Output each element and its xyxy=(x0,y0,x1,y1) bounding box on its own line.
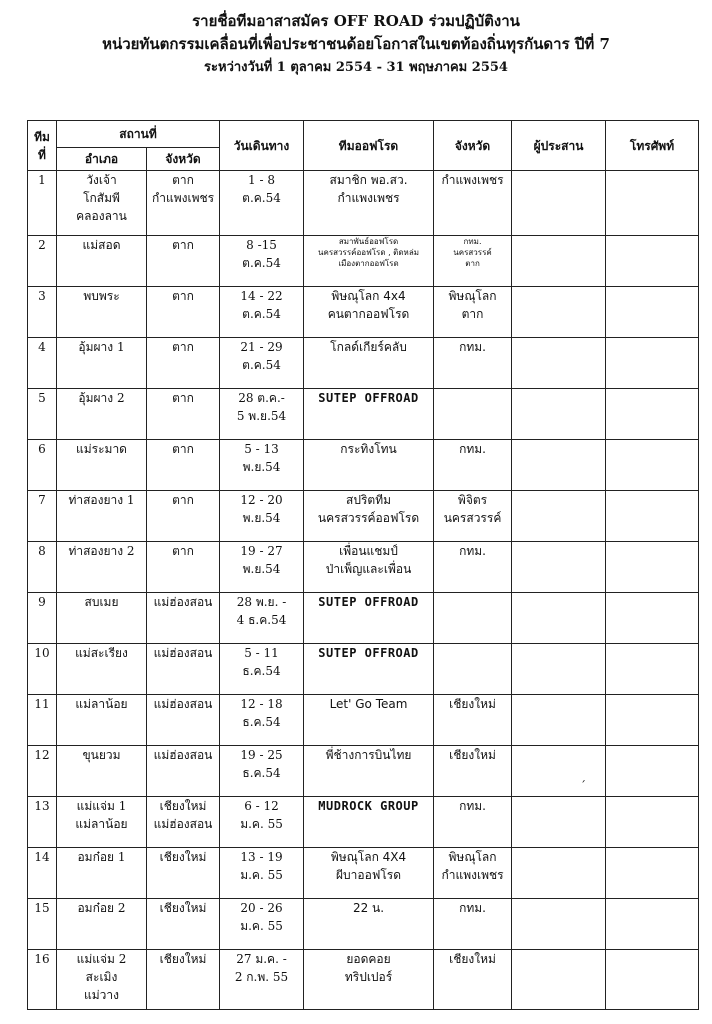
offroad-team-cell: เพื่อนแชมป์ ป่าเพ็ญและเพื่อน xyxy=(304,542,434,593)
coordinator-cell xyxy=(512,440,606,491)
team-number-cell: 2 xyxy=(28,236,57,287)
coordinator-cell xyxy=(512,236,606,287)
travel-dates-cell: 13 - 19 ม.ค. 55 xyxy=(220,848,304,899)
coordinator-cell xyxy=(512,389,606,440)
province-cell: แม่ฮ่องสอน xyxy=(147,644,220,695)
district-cell: สบเมย xyxy=(57,593,147,644)
team-province-cell: พิษณุโลก ตาก xyxy=(434,287,512,338)
team-number-cell: 14 xyxy=(28,848,57,899)
document-header xyxy=(0,10,712,79)
offroad-team-cell: SUTEP OFFROAD xyxy=(304,644,434,695)
table-row xyxy=(28,236,699,287)
table-row xyxy=(28,695,699,746)
phone-cell xyxy=(606,746,699,797)
team-schedule-table xyxy=(27,120,699,1010)
offroad-team-cell: สมาพันธ์ออฟโรด นครสวรรค์ออฟโรด , ติดหล่ม เมืองตากออฟโรด xyxy=(304,236,434,287)
district-cell: ท่าสองยาง 1 xyxy=(57,491,147,542)
district-cell: แม่แจ่ม 2 สะเมิง แม่วาง xyxy=(57,950,147,1010)
province-cell: ตาก xyxy=(147,440,220,491)
table-body xyxy=(28,171,699,1010)
coordinator-cell xyxy=(512,746,606,797)
coordinator-cell xyxy=(512,593,606,644)
team-number-cell: 6 xyxy=(28,440,57,491)
coordinator-cell xyxy=(512,695,606,746)
province-cell: ตาก กำแพงเพชร xyxy=(147,171,220,236)
district-cell: อมก๋อย 1 xyxy=(57,848,147,899)
travel-dates-cell: 20 - 26 ม.ค. 55 xyxy=(220,899,304,950)
district-cell: อุ้มผาง 1 xyxy=(57,338,147,389)
travel-dates-cell: 19 - 27 พ.ย.54 xyxy=(220,542,304,593)
team-province-cell: กำแพงเพชร xyxy=(434,171,512,236)
offroad-team-cell: SUTEP OFFROAD xyxy=(304,593,434,644)
team-province-cell: กทม. xyxy=(434,542,512,593)
team-number-cell: 7 xyxy=(28,491,57,542)
offroad-team-cell: SUTEP OFFROAD xyxy=(304,389,434,440)
title-line-2: หน่วยทันตกรรมเคลื่อนที่เพื่อประชาชนด้อยโอกาสในเขตท้องถิ่นทุรกันดาร ปีที่ 7 xyxy=(102,35,610,53)
phone-cell xyxy=(606,848,699,899)
offroad-team-cell: พิษณุโลก 4x4 คนตากออฟโรด xyxy=(304,287,434,338)
table-row xyxy=(28,746,699,797)
team-number-cell: 10 xyxy=(28,644,57,695)
table-row xyxy=(28,848,699,899)
offroad-team-cell: สปริตทีม นครสวรรค์ออฟโรด xyxy=(304,491,434,542)
travel-dates-cell: 14 - 22 ต.ค.54 xyxy=(220,287,304,338)
table-row xyxy=(28,389,699,440)
province-cell: ตาก xyxy=(147,542,220,593)
offroad-team-cell: กระทิงโทน xyxy=(304,440,434,491)
phone-cell xyxy=(606,695,699,746)
header-dates: วันเดินทาง xyxy=(220,121,304,171)
phone-cell xyxy=(606,338,699,389)
team-number-cell: 13 xyxy=(28,797,57,848)
travel-dates-cell: 8 -15 ต.ค.54 xyxy=(220,236,304,287)
header-province: จังหวัด xyxy=(147,148,220,171)
team-province-cell: เชียงใหม่ xyxy=(434,950,512,1010)
travel-dates-cell: 12 - 18 ธ.ค.54 xyxy=(220,695,304,746)
phone-cell xyxy=(606,899,699,950)
offroad-team-cell: ยอดคอย ทริปเปอร์ xyxy=(304,950,434,1010)
title-line-1: รายชื่อทีมอาสาสมัคร OFF ROAD ร่วมปฏิบัติงาน xyxy=(192,12,520,30)
table-row xyxy=(28,171,699,236)
title-date-range: ระหว่างวันที่ 1 ตุลาคม 2554 - 31 พฤษภาคม 2554 xyxy=(204,60,508,75)
offroad-team-cell: สมาชิก พอ.สว. กำแพงเพชร xyxy=(304,171,434,236)
phone-cell xyxy=(606,171,699,236)
table-row xyxy=(28,440,699,491)
district-cell: วังเจ้า โกสัมพี คลองลาน xyxy=(57,171,147,236)
district-cell: แม่สะเรียง xyxy=(57,644,147,695)
phone-cell xyxy=(606,644,699,695)
phone-cell xyxy=(606,542,699,593)
province-cell: ตาก xyxy=(147,236,220,287)
coordinator-cell xyxy=(512,338,606,389)
table-row xyxy=(28,287,699,338)
offroad-team-cell: พิษณุโลก 4X4 ผีบาออฟโรด xyxy=(304,848,434,899)
district-cell: แม่ลาน้อย xyxy=(57,695,147,746)
province-cell: เชียงใหม่ xyxy=(147,899,220,950)
coordinator-cell xyxy=(512,644,606,695)
team-province-cell xyxy=(434,389,512,440)
stray-pen-mark: ´ xyxy=(580,779,586,793)
team-number-cell: 8 xyxy=(28,542,57,593)
province-cell: แม่ฮ่องสอน xyxy=(147,593,220,644)
team-number-cell: 9 xyxy=(28,593,57,644)
coordinator-cell xyxy=(512,848,606,899)
province-cell: ตาก xyxy=(147,491,220,542)
province-cell: เชียงใหม่ xyxy=(147,848,220,899)
district-cell: ขุนยวม xyxy=(57,746,147,797)
team-number-cell: 11 xyxy=(28,695,57,746)
team-number-cell: 15 xyxy=(28,899,57,950)
team-province-cell: กทม. xyxy=(434,338,512,389)
header-district: อำเภอ xyxy=(57,148,147,171)
district-cell: อุ้มผาง 2 xyxy=(57,389,147,440)
table-row xyxy=(28,797,699,848)
table-row xyxy=(28,950,699,1010)
table-row xyxy=(28,644,699,695)
header-team-province: จังหวัด xyxy=(434,121,512,171)
phone-cell xyxy=(606,287,699,338)
phone-cell xyxy=(606,491,699,542)
travel-dates-cell: 1 - 8 ต.ค.54 xyxy=(220,171,304,236)
coordinator-cell xyxy=(512,287,606,338)
coordinator-cell xyxy=(512,491,606,542)
travel-dates-cell: 21 - 29 ต.ค.54 xyxy=(220,338,304,389)
team-province-cell: กทม. xyxy=(434,899,512,950)
district-cell: แม่แจ่ม 1 แม่ลาน้อย xyxy=(57,797,147,848)
table-row xyxy=(28,593,699,644)
phone-cell xyxy=(606,236,699,287)
table-row xyxy=(28,542,699,593)
phone-cell xyxy=(606,797,699,848)
team-province-cell: เชียงใหม่ xyxy=(434,746,512,797)
coordinator-cell xyxy=(512,950,606,1010)
travel-dates-cell: 19 - 25 ธ.ค.54 xyxy=(220,746,304,797)
district-cell: ท่าสองยาง 2 xyxy=(57,542,147,593)
team-province-cell: เชียงใหม่ xyxy=(434,695,512,746)
travel-dates-cell: 5 - 13 พ.ย.54 xyxy=(220,440,304,491)
team-number-cell: 4 xyxy=(28,338,57,389)
table-row xyxy=(28,491,699,542)
team-province-cell: กทม. xyxy=(434,440,512,491)
province-cell: แม่ฮ่องสอน xyxy=(147,746,220,797)
team-number-cell: 12 xyxy=(28,746,57,797)
team-number-cell: 1 xyxy=(28,171,57,236)
province-cell: เชียงใหม่ xyxy=(147,950,220,1010)
province-cell: ตาก xyxy=(147,389,220,440)
header-offroad-team: ทีมออฟโรด xyxy=(304,121,434,171)
team-number-cell: 16 xyxy=(28,950,57,1010)
team-number-cell: 5 xyxy=(28,389,57,440)
header-coordinator: ผู้ประสาน xyxy=(512,121,606,171)
phone-cell xyxy=(606,440,699,491)
team-province-cell: พิษณุโลก กำแพงเพชร xyxy=(434,848,512,899)
coordinator-cell xyxy=(512,797,606,848)
travel-dates-cell: 12 - 20 พ.ย.54 xyxy=(220,491,304,542)
table-row xyxy=(28,338,699,389)
team-number-cell: 3 xyxy=(28,287,57,338)
travel-dates-cell: 27 ม.ค. - 2 ก.พ. 55 xyxy=(220,950,304,1010)
header-team-no: ทีม ที่ xyxy=(28,121,57,171)
travel-dates-cell: 28 พ.ย. - 4 ธ.ค.54 xyxy=(220,593,304,644)
coordinator-cell xyxy=(512,899,606,950)
offroad-team-cell: MUDROCK GROUP xyxy=(304,797,434,848)
district-cell: อมก๋อย 2 xyxy=(57,899,147,950)
province-cell: แม่ฮ่องสอน xyxy=(147,695,220,746)
province-cell: ตาก xyxy=(147,287,220,338)
offroad-team-cell: โกลด์เกียร์คลับ xyxy=(304,338,434,389)
header-phone: โทรศัพท์ xyxy=(606,121,699,171)
district-cell: แม่สอด xyxy=(57,236,147,287)
team-province-cell: กทม. นครสวรรค์ ตาก xyxy=(434,236,512,287)
header-location: สถานที่ xyxy=(57,121,220,148)
travel-dates-cell: 28 ต.ค.- 5 พ.ย.54 xyxy=(220,389,304,440)
phone-cell xyxy=(606,593,699,644)
travel-dates-cell: 6 - 12 ม.ค. 55 xyxy=(220,797,304,848)
province-cell: ตาก xyxy=(147,338,220,389)
offroad-team-cell: พี่ช้างการบินไทย xyxy=(304,746,434,797)
offroad-team-cell: Let' Go Team xyxy=(304,695,434,746)
coordinator-cell xyxy=(512,542,606,593)
phone-cell xyxy=(606,950,699,1010)
team-province-cell xyxy=(434,593,512,644)
phone-cell xyxy=(606,389,699,440)
province-cell: เชียงใหม่ แม่ฮ่องสอน xyxy=(147,797,220,848)
district-cell: แม่ระมาด xyxy=(57,440,147,491)
team-province-cell: พิจิตร นครสวรรค์ xyxy=(434,491,512,542)
table-row xyxy=(28,899,699,950)
district-cell: พบพระ xyxy=(57,287,147,338)
coordinator-cell xyxy=(512,171,606,236)
team-province-cell: กทม. xyxy=(434,797,512,848)
offroad-team-cell: 22 น. xyxy=(304,899,434,950)
team-province-cell xyxy=(434,644,512,695)
travel-dates-cell: 5 - 11 ธ.ค.54 xyxy=(220,644,304,695)
